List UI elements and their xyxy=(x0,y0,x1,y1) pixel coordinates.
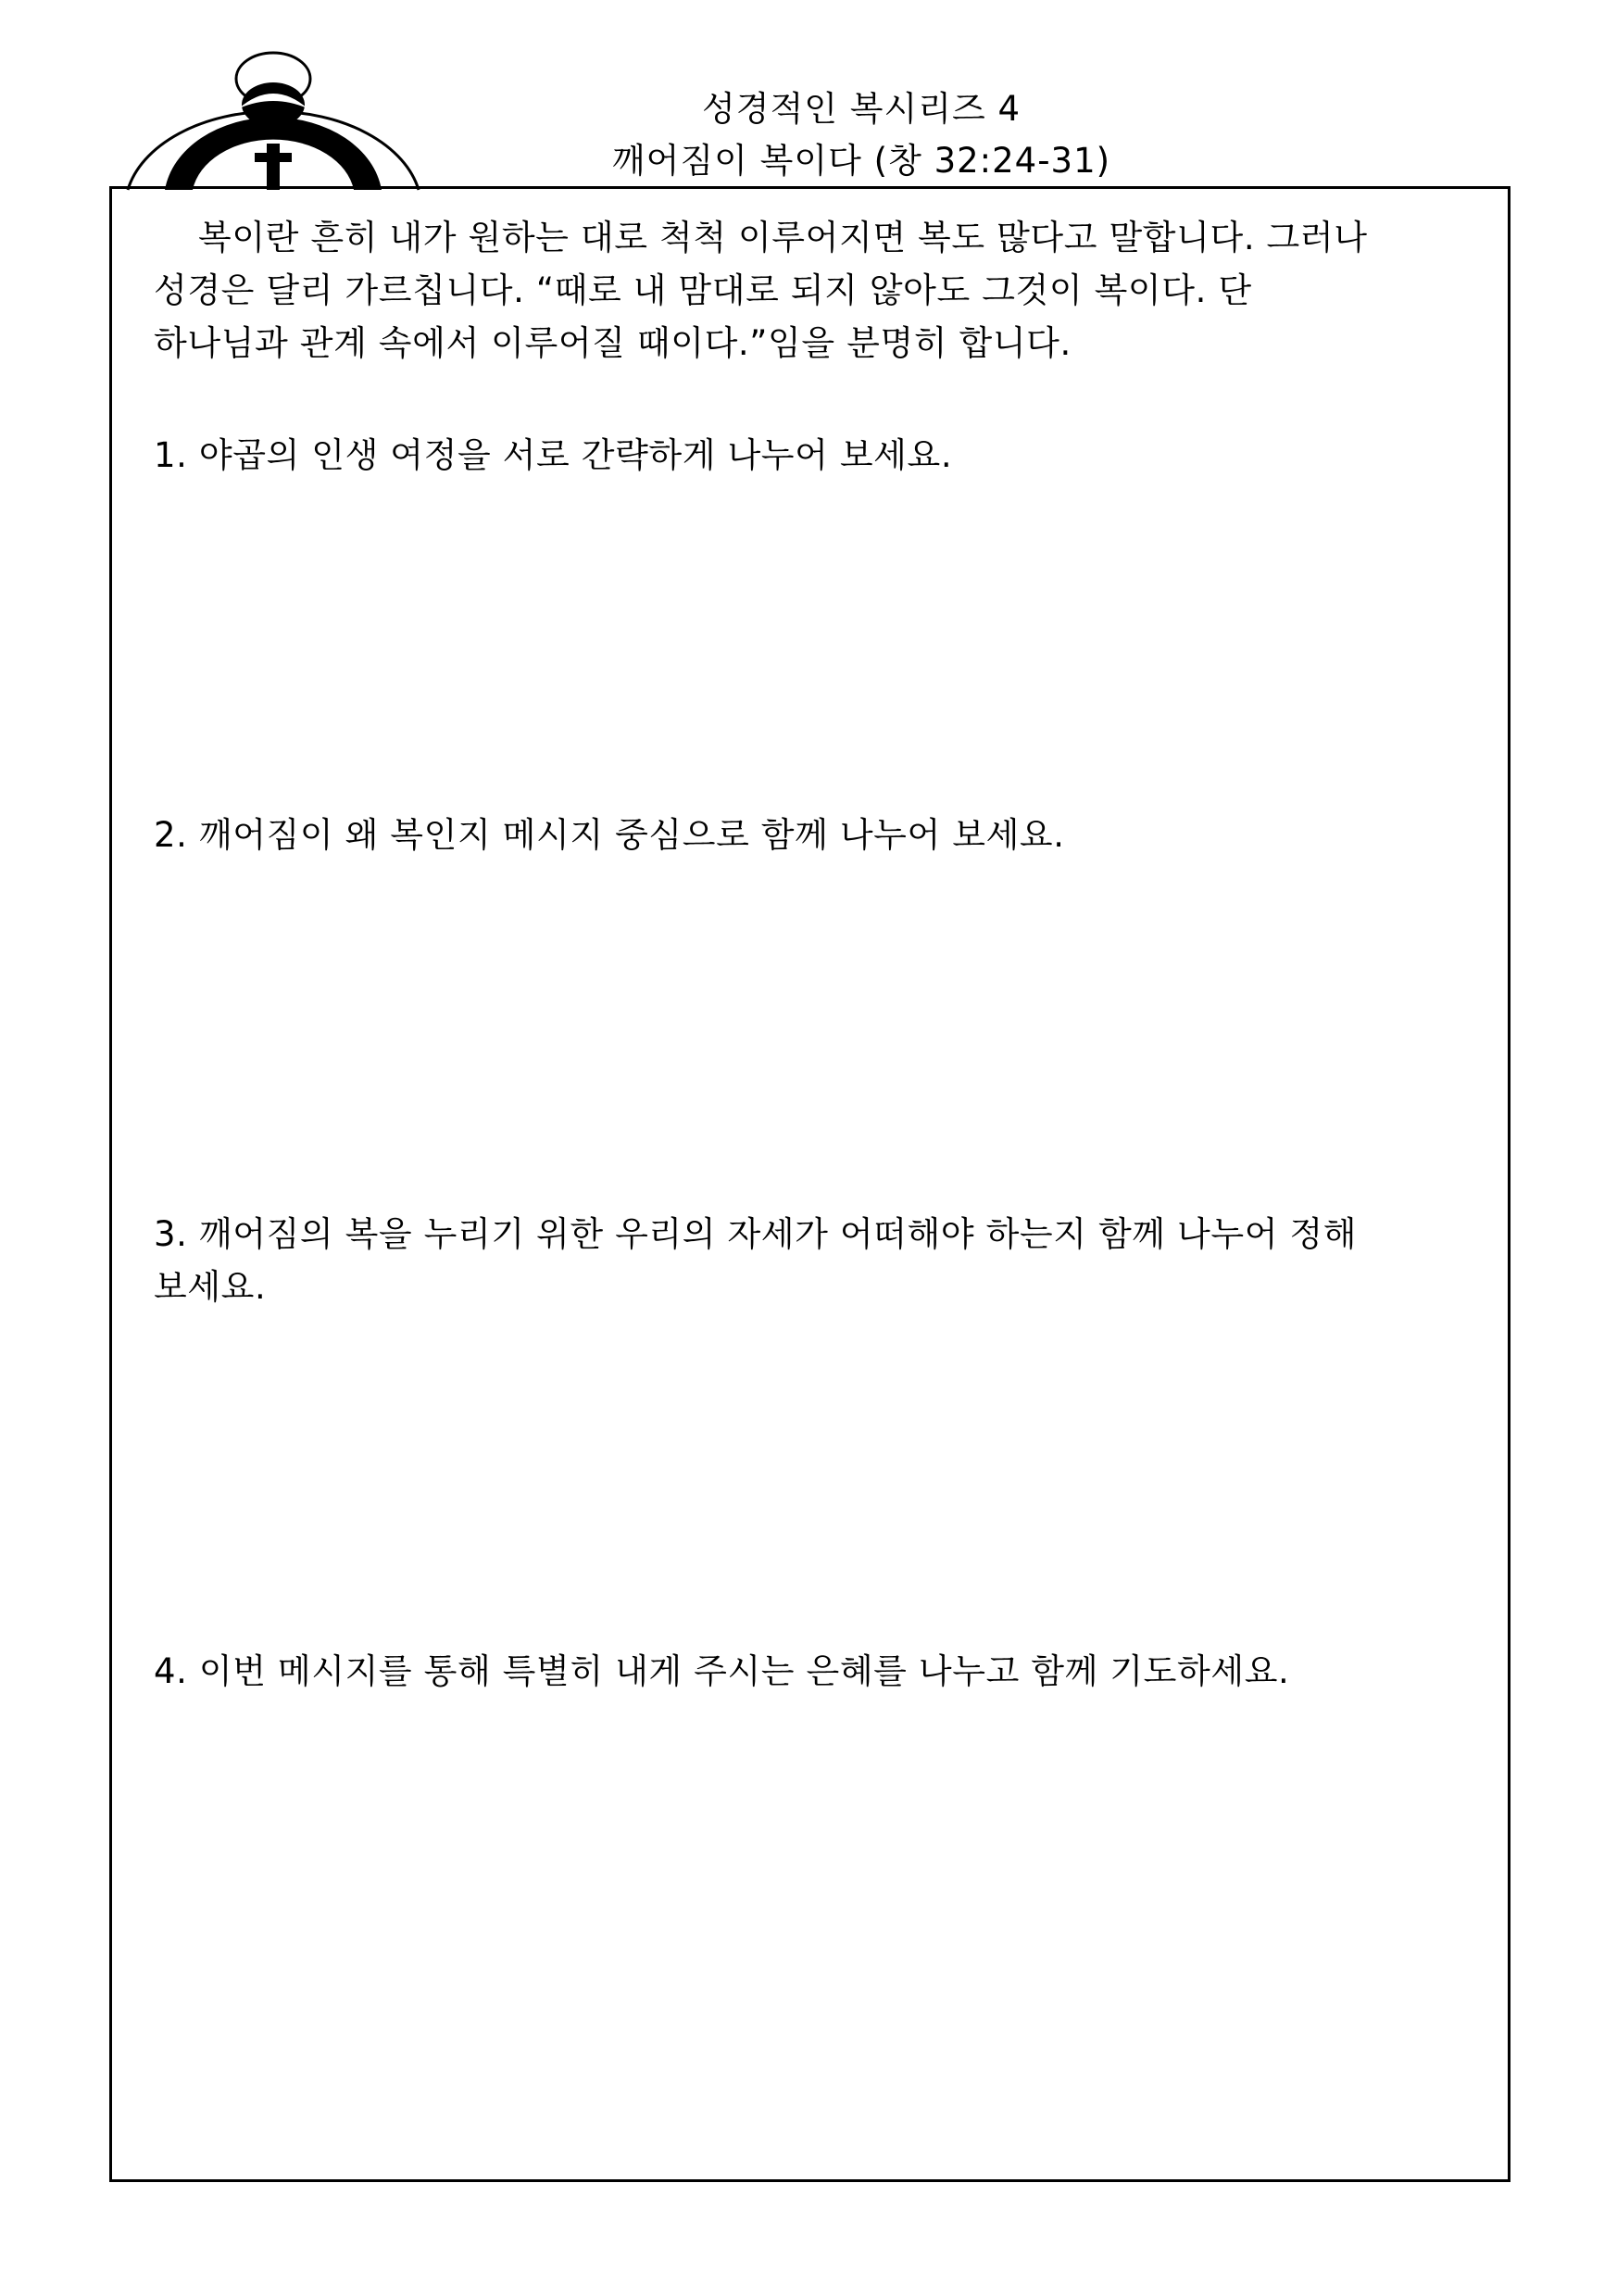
question-1 xyxy=(154,429,1487,482)
question-text: 1. 야곱의 인생 여정을 서로 간략하게 나누어 보세요. xyxy=(154,435,953,475)
answer-space-4[interactable] xyxy=(154,1709,1487,2163)
question-text: 보세요. xyxy=(154,1267,267,1307)
question-2 xyxy=(154,809,1487,861)
series-title: 성경적인 복시리즈 4 xyxy=(702,89,1021,129)
question-4 xyxy=(154,1645,1487,1698)
intro-paragraph xyxy=(154,211,1487,370)
answer-space-3[interactable] xyxy=(154,1324,1487,1630)
question-3 xyxy=(154,1208,1487,1313)
answer-space-1[interactable] xyxy=(154,491,1487,797)
answer-space-2[interactable] xyxy=(154,871,1487,1195)
intro-line: 성경은 달리 가르칩니다. “때로 내 맘대로 되지 않아도 그것이 복이다. 단 xyxy=(154,270,1252,310)
question-text: 3. 깨어짐의 복을 누리기 위한 우리의 자세가 어떠해야 하는지 함께 나누어 정해 xyxy=(154,1214,1358,1254)
question-text: 2. 깨어짐이 왜 복인지 메시지 중심으로 함께 나누어 보세요. xyxy=(154,815,1065,855)
sermon-title: 깨어짐이 복이다 (창 32:24-31) xyxy=(611,141,1111,181)
intro-line: 하나님과 관계 속에서 이루어질 때이다.”임을 분명히 합니다. xyxy=(154,323,1072,363)
question-text: 4. 이번 메시지를 통해 특별히 내게 주시는 은혜를 나누고 함께 기도하세요. xyxy=(154,1651,1290,1691)
intro-line: 복이란 흔히 내가 원하는 대로 척척 이루어지면 복도 많다고 말합니다. 그러나 xyxy=(198,218,1368,257)
